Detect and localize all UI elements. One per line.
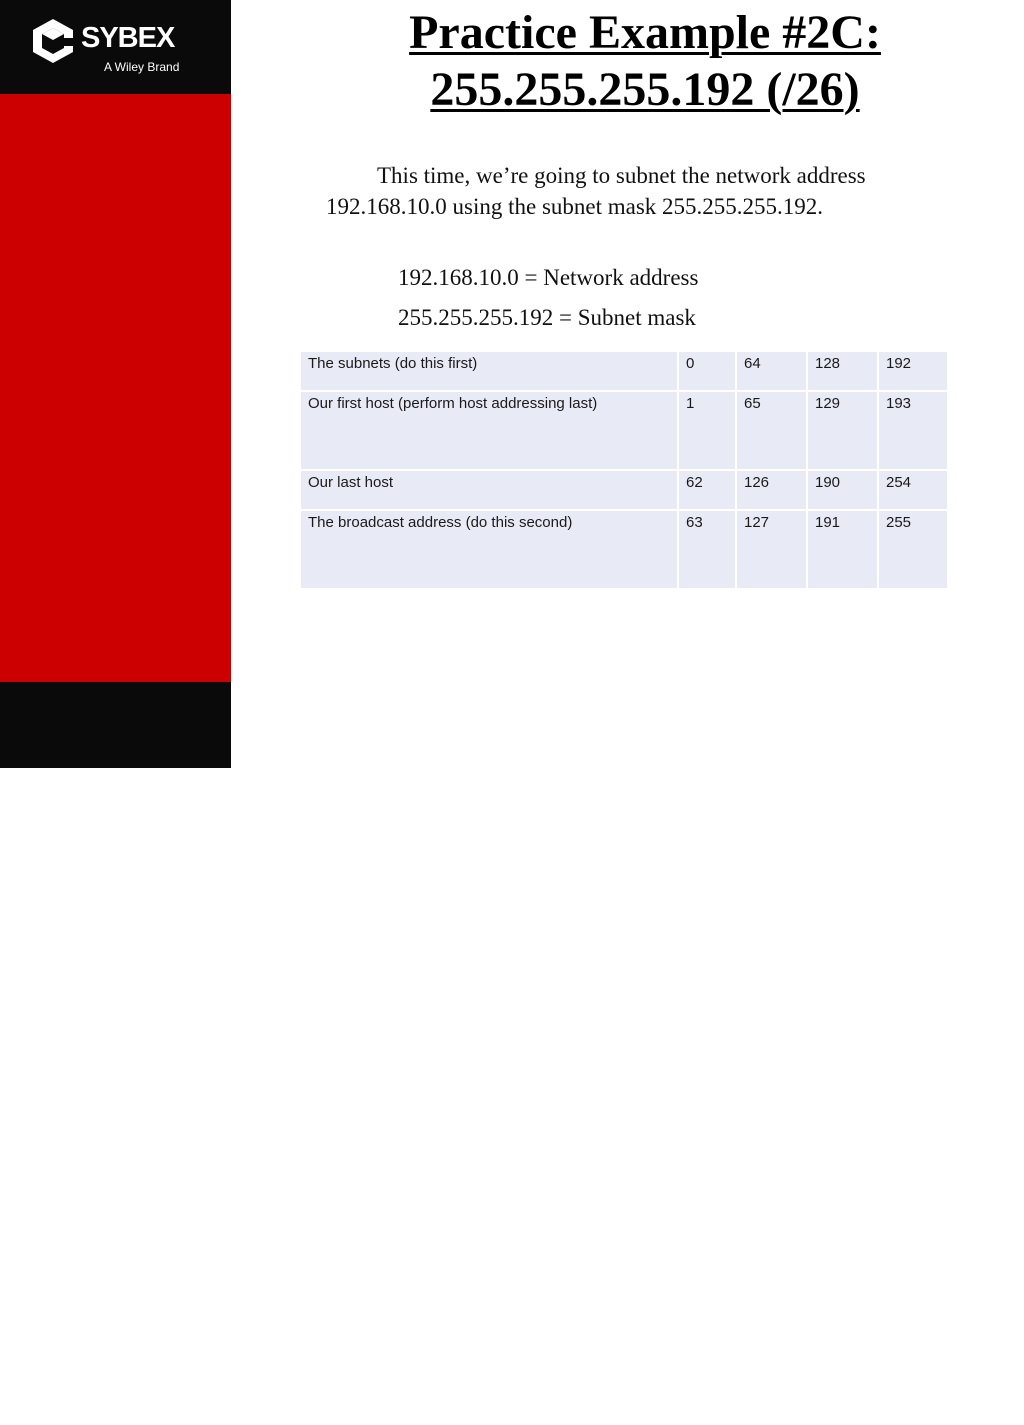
table-cell: 62 (678, 470, 736, 510)
table-cell: 127 (736, 510, 807, 589)
table-row-broadcast (300, 510, 948, 589)
table-row-last-host (300, 470, 948, 510)
table-cell: 254 (878, 470, 948, 510)
sybex-logo-area (0, 0, 231, 94)
row-label: The broadcast address (do this second) (300, 510, 678, 589)
row-label: The subnets (do this first) (300, 351, 678, 391)
table-cell: 190 (807, 470, 878, 510)
row-label: Our last host (300, 470, 678, 510)
sybex-wordmark: SYBEX (81, 22, 175, 54)
table-cell: 193 (878, 391, 948, 470)
sybex-cube-icon (30, 18, 76, 64)
table-cell: 63 (678, 510, 736, 589)
subnet-mask-line: 255.255.255.192 = Subnet mask (398, 305, 696, 330)
table-cell: 191 (807, 510, 878, 589)
intro-paragraph: This time, we’re going to subnet the network address 192.168.10.0 using the subnet mask 255.255.255.192. (326, 163, 866, 219)
sybex-logo (30, 16, 215, 80)
wiley-logo: WILEY (30, 1383, 152, 1425)
table-cell: 129 (807, 391, 878, 470)
slide-title (300, 4, 990, 118)
title-line-2: 255.255.255.192 (/26) (430, 63, 860, 116)
table-cell: 65 (736, 391, 807, 470)
table-cell: 128 (807, 351, 878, 391)
table-cell: 126 (736, 470, 807, 510)
table-cell: 192 (878, 351, 948, 391)
wiley-logo-area (0, 682, 231, 1425)
row-label: Our first host (perform host addressing last) (300, 391, 678, 470)
network-address-line: 192.168.10.0 = Network address (398, 265, 699, 290)
title-line-1: Practice Example #2C: (409, 6, 881, 59)
table-cell: 1 (678, 391, 736, 470)
table-cell: 0 (678, 351, 736, 391)
brand-sidebar (0, 0, 231, 768)
subnet-table (299, 350, 949, 590)
table-cell: 255 (878, 510, 948, 589)
sybex-tagline: A Wiley Brand (104, 60, 180, 74)
table-row-subnets (300, 351, 948, 391)
table-row-first-host (300, 391, 948, 470)
table-cell: 64 (736, 351, 807, 391)
